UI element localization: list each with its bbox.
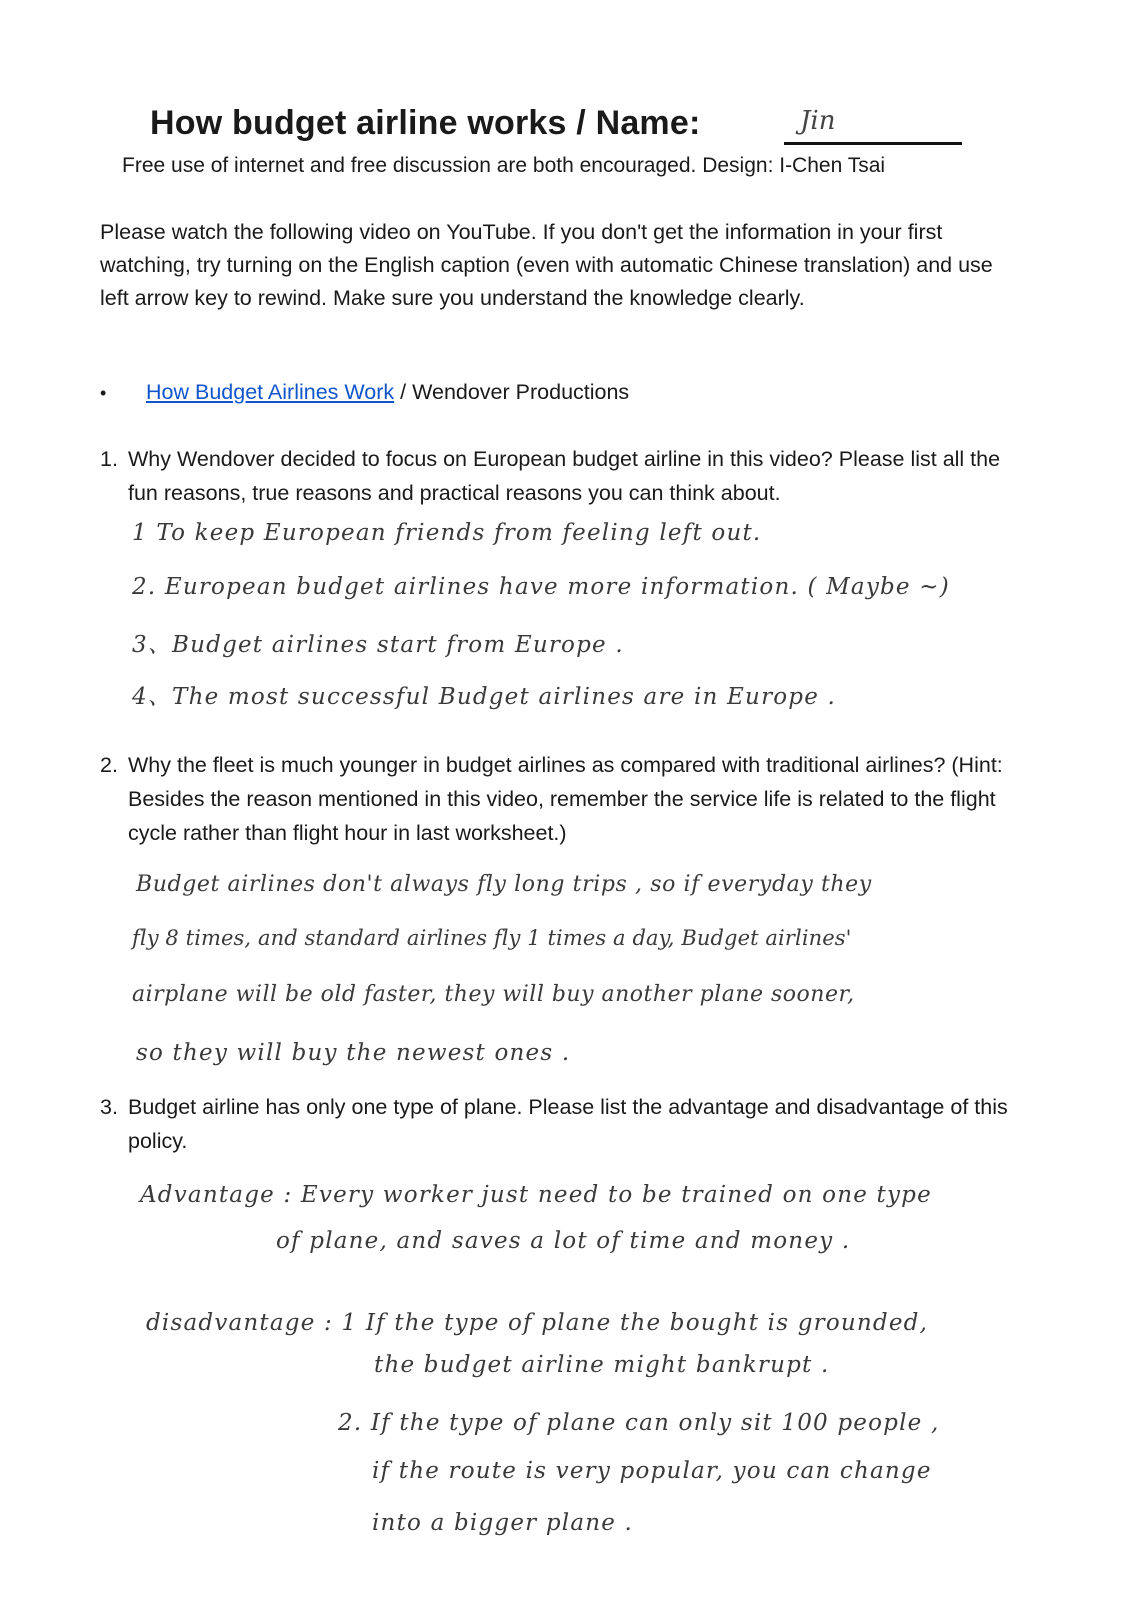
- answer-advantage: Advantage : Every worker just need to be trained on one type: [140, 1182, 932, 1208]
- question-number: 2.: [100, 753, 118, 777]
- question-1: [100, 442, 1010, 510]
- answer-line: airplane will be old faster, they will buy another plane sooner,: [132, 982, 855, 1007]
- question-text: Why Wendover decided to focus on European budget airline in this video? Please list all the fun reasons, true reasons and practical reasons you can think about.: [128, 447, 1001, 505]
- answer-line: 4、The most successful Budget airlines are in Europe .: [132, 684, 837, 710]
- question-number: 1.: [100, 447, 118, 471]
- question-text: Why the fleet is much younger in budget airlines as compared with traditional airlines? (Hint: Besides the reason mentioned in this video, remember the service life is related to the flight cycle rather than flight hour in last worksheet.): [128, 753, 1003, 845]
- answer-line: the budget airline might bankrupt .: [374, 1352, 830, 1378]
- video-list-item: [100, 380, 629, 405]
- name-underline: [784, 142, 962, 145]
- answer-line: 2. If the type of plane can only sit 100 people ,: [338, 1410, 940, 1436]
- question-number: 3.: [100, 1095, 118, 1119]
- answer-line: 1 To keep European friends from feeling left out.: [132, 520, 762, 546]
- student-name: Jin: [800, 106, 836, 136]
- answer-line: so they will buy the newest ones .: [136, 1040, 571, 1066]
- answer-line: Budget airlines don't always fly long trips , so if everyday they: [136, 872, 872, 897]
- answer-line: fly 8 times, and standard airlines fly 1 times a day, Budget airlines': [132, 926, 852, 950]
- bullet-icon: •: [100, 383, 107, 403]
- answer-line: 2. European budget airlines have more information. ( Maybe ~): [132, 574, 950, 600]
- question-3: [100, 1090, 1010, 1158]
- title-row: [150, 104, 990, 148]
- answer-line: of plane, and saves a lot of time and money .: [276, 1228, 851, 1254]
- intro-paragraph: Please watch the following video on YouTube. If you don't get the information in your first watching, try turning on the English caption (even with automatic Chinese translation) and use left arrow key to rewind. Make sure you understand the knowledge clearly.: [100, 220, 993, 310]
- question-2: [100, 748, 1010, 850]
- video-link[interactable]: How Budget Airlines Work: [146, 380, 395, 404]
- answer-line: if the route is very popular, you can change: [372, 1458, 932, 1484]
- answer-line: 3、Budget airlines start from Europe .: [132, 632, 624, 658]
- answer-disadvantage: disadvantage : 1 If the type of plane the bought is grounded,: [146, 1310, 929, 1336]
- worksheet-title: How budget airline works / Name:: [150, 104, 701, 142]
- question-text: Budget airline has only one type of plane. Please list the advantage and disadvantage of this policy.: [128, 1095, 1008, 1153]
- worksheet-subtitle: Free use of internet and free discussion are both encouraged. Design: I-Chen Tsai: [122, 154, 886, 177]
- video-source: / Wendover Productions: [394, 380, 630, 404]
- answer-line: into a bigger plane .: [372, 1510, 634, 1536]
